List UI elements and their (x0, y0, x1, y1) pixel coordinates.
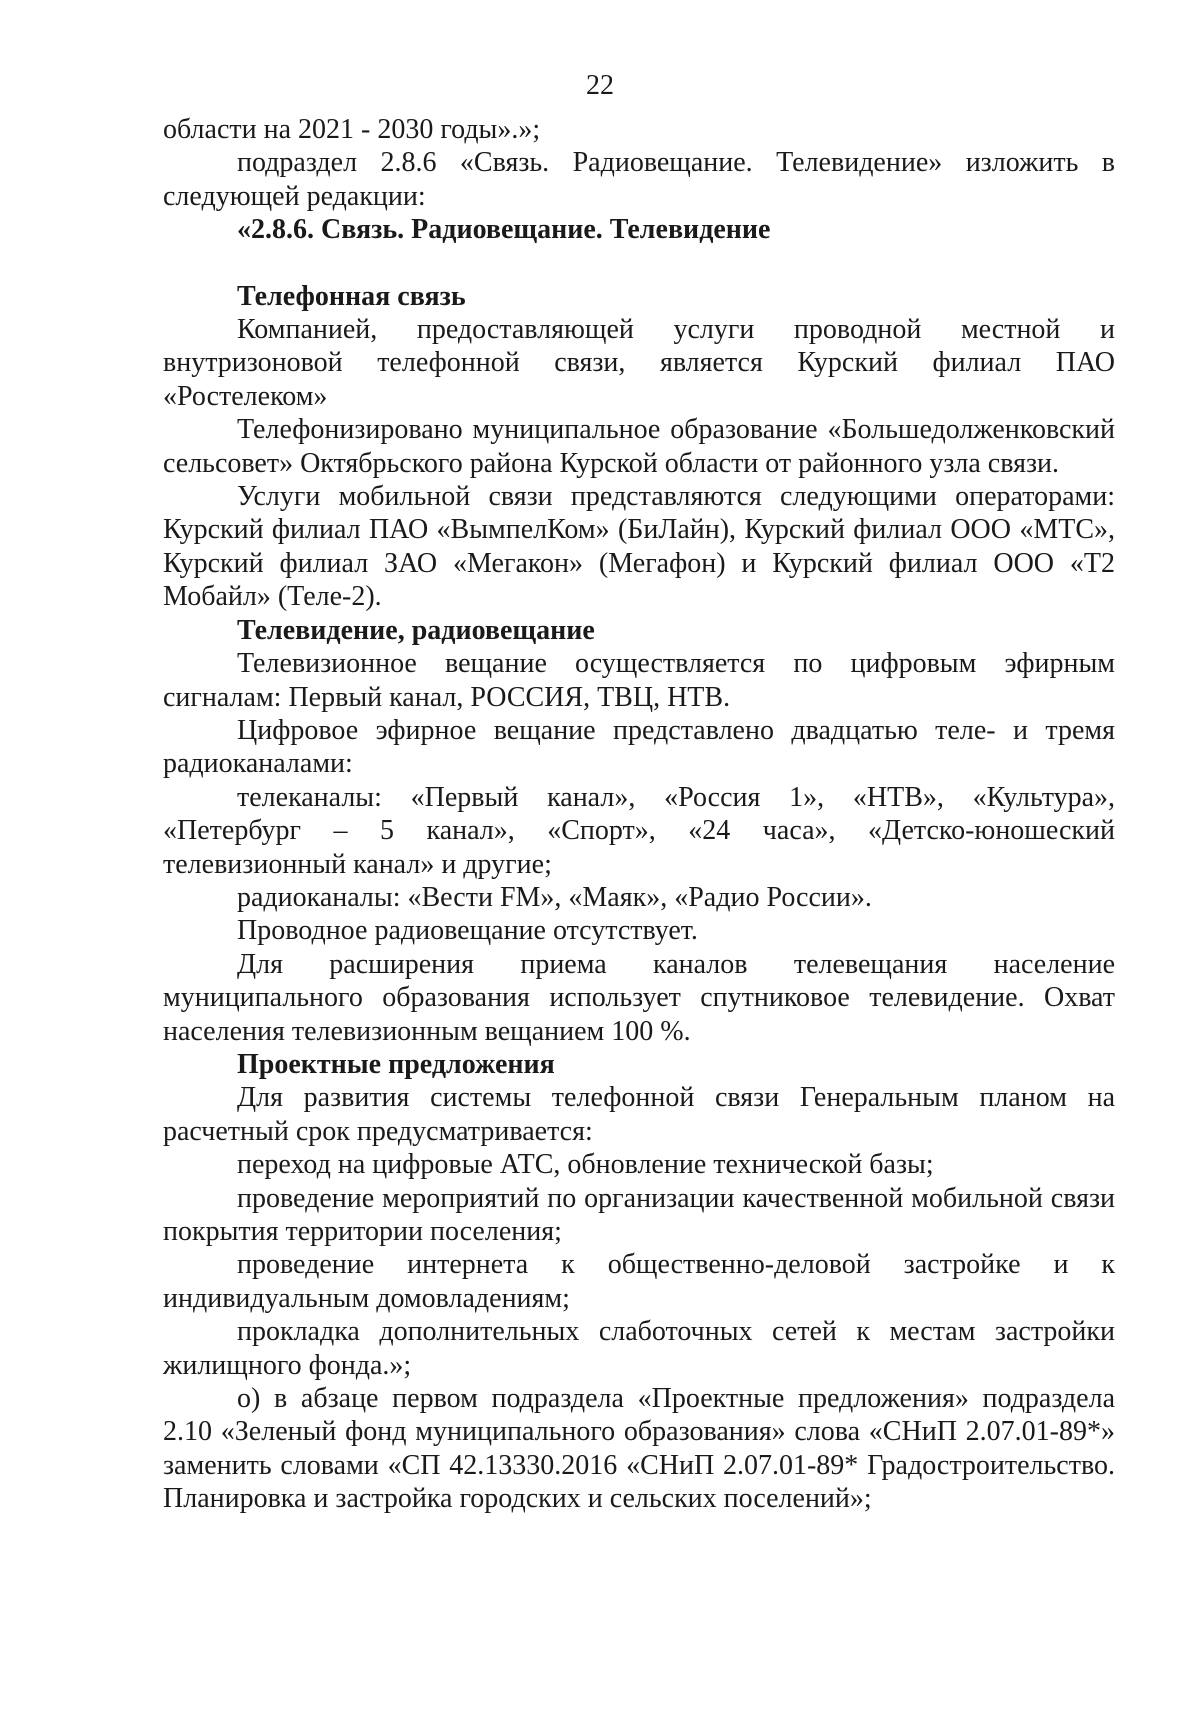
paragraph: Телевизионное вещание осуществляется по цифровым эфирным сигналам: Первый канал, РОССИЯ, ТВЦ, НТВ. (163, 648, 1115, 713)
document-body (163, 113, 1115, 1516)
paragraph: Для расширения приема каналов телевещания население муниципального образования использует спутниковое телевидение. Охват населения телевизионным вещанием 100 %. (163, 948, 1115, 1047)
paragraph: Компанией, предоставляющей услуги проводной местной и внутризоновой телефонной связи, является Курский филиал ПАО «Ростелеком» (163, 314, 1115, 412)
paragraph: Проводное радиовещание отсутствует. (237, 915, 698, 947)
paragraph: о) в абзаце первом подраздела «Проектные предложения» подраздела 2.10 «Зеленый фонд муниципального образования» слова «СНиП 2.07.01-89*» заменить словами «СП 42.13330.2016 «СНиП 2.07.01-89* Градостроительство. Планировка и застройка городских и сельских поселений»; (163, 1383, 1115, 1515)
paragraph: телеканалы: «Первый канал», «Россия 1», «НТВ», «Культура», «Петербург – 5 канал», «Спорт», «24 часа», «Детско-юношеский телевизионный канал» и другие; (163, 781, 1115, 880)
paragraph: Для развития системы телефонной связи Генеральным планом на расчетный срок предусматривается: (163, 1082, 1115, 1147)
paragraph: проведение мероприятий по организации качественной мобильной связи покрытия территории поселения; (163, 1182, 1115, 1247)
subsection-heading: Телевидение, радиовещание (237, 614, 595, 646)
paragraph: переход на цифровые АТС, обновление технической базы; (237, 1149, 934, 1181)
paragraph: радиоканалы: «Вести FM», «Маяк», «Радио России». (237, 881, 872, 913)
paragraph: прокладка дополнительных слаботочных сетей к местам застройки жилищного фонда.»; (163, 1316, 1115, 1381)
paragraph: проведение интернета к общественно-деловой застройке и к индивидуальным домовладениям; (163, 1249, 1115, 1314)
spacer (163, 247, 1115, 280)
section-heading: «2.8.6. Связь. Радиовещание. Телевидение (237, 214, 771, 246)
page-number: 22 (586, 70, 614, 101)
paragraph: области на 2021 - 2030 годы».»; (163, 114, 541, 145)
subsection-heading: Проектные предложения (237, 1048, 555, 1080)
subsection-heading: Телефонная связь (237, 280, 466, 312)
paragraph: Телефонизировано муниципальное образование «Большедолженковский сельсовет» Октябрьского района Курской области от районного узла связи. (163, 414, 1115, 479)
paragraph: подраздел 2.8.6 «Связь. Радиовещание. Телевидение» изложить в следующей редакции: (163, 147, 1115, 212)
paragraph: Цифровое эфирное вещание представлено двадцатью теле- и тремя радиоканалами: (163, 714, 1115, 780)
paragraph: Услуги мобильной связи представляются следующими операторами: Курский филиал ПАО «ВымпелКом» (БиЛайн), Курский филиал ООО «МТС», Курский филиал ЗАО «Мегакон» (Мегафон) и Курский филиал ООО «Т2 Мобайл» (Теле-2). (163, 481, 1115, 613)
